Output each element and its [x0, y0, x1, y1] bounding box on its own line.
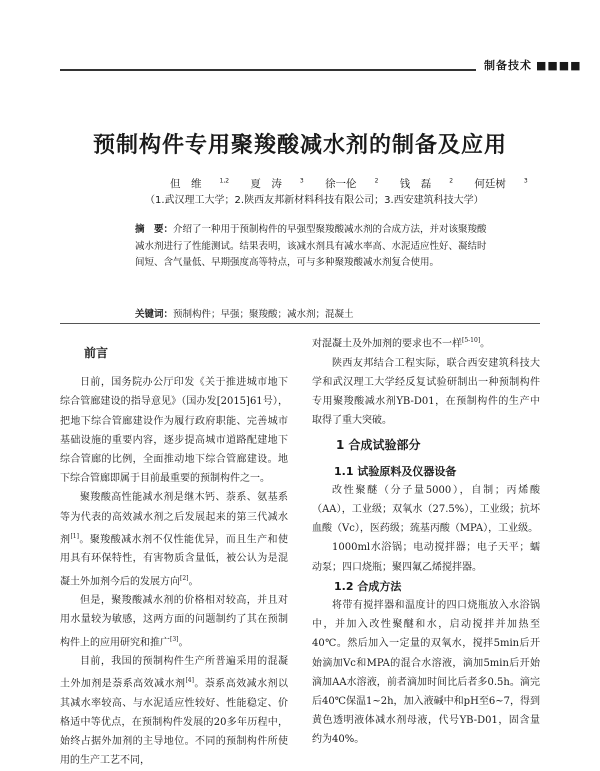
- keywords: [135, 306, 515, 320]
- paragraph-continued: 对混凝土及外加剂的要求也不一样[5-10]。: [312, 337, 491, 350]
- author: 但 维 $^{1,2}$: [170, 177, 230, 190]
- author: 夏 涛 $^3$: [250, 177, 304, 190]
- section-heading-synthesis: 1 合成试验部分: [336, 438, 421, 453]
- header-bar: ■■■■: [536, 59, 582, 72]
- section-heading-preface: 前言: [84, 346, 109, 360]
- author: 钱 磊 $^2$: [399, 177, 454, 190]
- affiliations: （1.武汉理工大学；2.陕西友邦新材料科技有限公司；3.西安建筑科技大学）: [145, 195, 484, 206]
- paragraph: 聚羧酸高性能减水剂是继木钙、萘系、氨基系等为代表的高效减水剂之后发展起来的第三代减水剂[1]。聚羧酸减水剂不仅性能优异，而且生产和使用具有环保特性，有害物质含量低，被公认为是混凝土外加剂今后的发展方向[2]。: [60, 492, 289, 587]
- abstract-text: 介绍了一种用于预制构件的早强型聚羧酸减水剂的合成方法，并对该聚羧酸减水剂进行了性能测试。结果表明，该减水剂具有减水率高、水泥适应性好、凝结时间短、含气量低、早期强度高等特点，可与多种聚羧酸减水剂复合使用。: [135, 224, 487, 268]
- keywords-label: 关键词：: [135, 309, 174, 320]
- right-column: [312, 331, 540, 750]
- subsection-heading-materials: 1.1 试验原料及仪器设备: [334, 464, 457, 478]
- author: 徐一伦 $^2$: [325, 177, 379, 190]
- running-header: [484, 57, 582, 73]
- left-column: [60, 344, 288, 771]
- paragraph: 日前，国务院办公厅印发《关于推进城市地下综合管廊建设的指导意见》（国办发[2015]61号），把地下综合管廊建设作为履行政府职能、完善城市基础设施的重要内容，逐步提高城市道路配建地下综合管廊的比例，全面推动地下综合管廊建设。地下综合管廊即属于目前最重要的预制构件之一。: [60, 377, 288, 485]
- keywords-text: 预制构件；早强；聚羧酸；减水剂；混凝土: [173, 309, 354, 320]
- paragraph: 陕西友邦结合工程实际，联合西安建筑科技大学和武汉理工大学经反复试验研制出一种预制构件专用聚羧酸减水剂YB-D01，在预制构件的生产中取得了重大突破。: [312, 357, 540, 427]
- header-rule: [60, 69, 476, 71]
- section-divider: [60, 323, 540, 324]
- subsection-heading-method: 1.2 合成方法: [334, 579, 402, 593]
- header-section: 制备技术: [484, 59, 532, 72]
- paragraph: 目前，我国的预制构件生产所普遍采用的混凝土外加剂是萘系高效减水剂[4]。萘系高效减水剂以其减水率较高、与水泥适应性较好、性能稳定、价格适中等优点，在预制构件发展的20多年历程中，始终占据外加剂的主导地位。不同的预制构件所使用的生产工艺不同，: [60, 656, 289, 767]
- paragraph: 改性聚醚（分子量5000），自制；丙烯酸（AA），工业级；双氧水（27.5%），工业级；抗坏血酸（Vc），医药级；巯基丙酸（MPA），工业级。: [312, 484, 540, 535]
- paragraph: 但是，聚羧酸减水剂的价格相对较高，并且对用水量较为敏感，这两方面的问题制约了其在预制构件上的应用研究和推广[3]。: [60, 595, 288, 648]
- author: 何廷树 $^3$: [474, 177, 528, 190]
- abstract: [135, 222, 490, 272]
- abstract-label: 摘 要：: [135, 224, 174, 235]
- paragraph: 将带有搅拌器和温度计的四口烧瓶放入水浴锅中，并加入改性聚醚和水，启动搅拌并加热至40℃。然后加入一定量的双氧水，搅拌5min后开始滴加Vc和MPA的混合水溶液，滴加5min后开始滴加AA水溶液，前者滴加时间比后者多0.5h。滴完后40℃保温1~2h，加入液碱中和pH至6~7，得到黄色透明液体减水剂母液，代号YB-D01，固含量约为40%。: [312, 599, 540, 746]
- paper-title: 预制构件专用聚羧酸减水剂的制备及应用: [92, 133, 507, 158]
- author-list: [170, 176, 570, 191]
- paragraph: 1000ml水浴锅；电动搅拌器；电子天平；蠕动泵；四口烧瓶；聚四氟乙烯搅拌器。: [312, 542, 540, 573]
